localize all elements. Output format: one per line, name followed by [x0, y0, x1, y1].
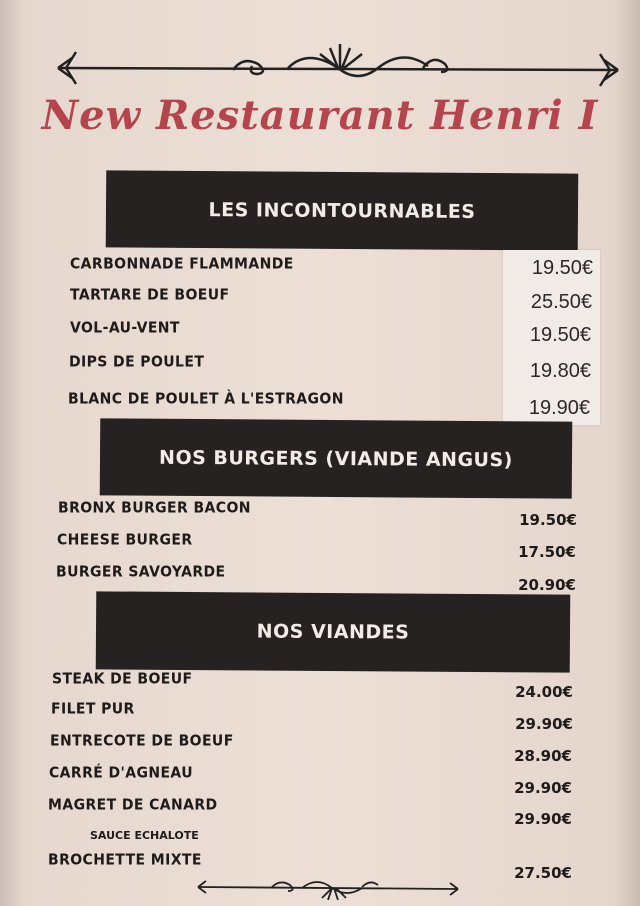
top-ornament-icon [48, 40, 628, 90]
menu-item-name: BROCHETTE MIXTE [48, 851, 202, 869]
section-heading-viandes: NOS VIANDES [96, 591, 571, 672]
menu-item-price: 19.80€ [529, 360, 591, 382]
menu-item-price: 25.50€ [530, 291, 592, 313]
menu-item-name: VOL-AU-VENT [70, 319, 180, 337]
menu-item-price: 19.50€ [531, 257, 593, 279]
menu-item-name: MAGRET DE CANARD [48, 796, 218, 814]
menu-item-name: STEAK DE BOEUF [52, 670, 193, 688]
menu-item-name: DIPS DE POULET [69, 353, 205, 371]
menu-item-price: 19.50€ [529, 324, 591, 346]
menu-item-price: 29.90€ [514, 810, 572, 828]
menu-item-name: BLANC DE POULET À L'ESTRAGON [68, 390, 344, 408]
menu-item-name: CARBONNADE FLAMMANDE [70, 255, 294, 273]
bottom-ornament-icon [192, 876, 464, 900]
section-heading-incontournables: LES INCONTOURNABLES [106, 170, 579, 250]
menu-item-price: 17.50€ [518, 543, 576, 561]
menu-item-price: 19.90€ [528, 397, 590, 419]
menu-item-price: 29.90€ [515, 715, 573, 733]
menu-item-name: TARTARE DE BOEUF [70, 286, 230, 304]
menu-item-price: 27.50€ [514, 864, 572, 882]
menu-item-price: 20.90€ [518, 576, 576, 594]
menu-item-name: CHEESE BURGER [57, 531, 193, 549]
menu-item-name: BRONX BURGER BACON [58, 499, 251, 517]
menu-item-name: FILET PUR [51, 700, 135, 718]
menu-item-name: CARRÉ D'AGNEAU [49, 764, 193, 782]
section-heading-burgers: NOS BURGERS (VIANDE ANGUS) [100, 418, 573, 498]
menu-item-note: SAUCE ECHALOTE [90, 829, 199, 842]
restaurant-title: New Restaurant Henri I [41, 92, 599, 139]
menu-item-name: BURGER SAVOYARDE [56, 563, 226, 581]
menu-item-price: 19.50€ [519, 511, 577, 529]
menu-item-price: 28.90€ [514, 747, 572, 765]
menu-item-price: 24.00€ [515, 683, 573, 701]
menu-item-price: 29.90€ [514, 779, 572, 797]
menu-item-name: ENTRECOTE DE BOEUF [50, 732, 234, 750]
